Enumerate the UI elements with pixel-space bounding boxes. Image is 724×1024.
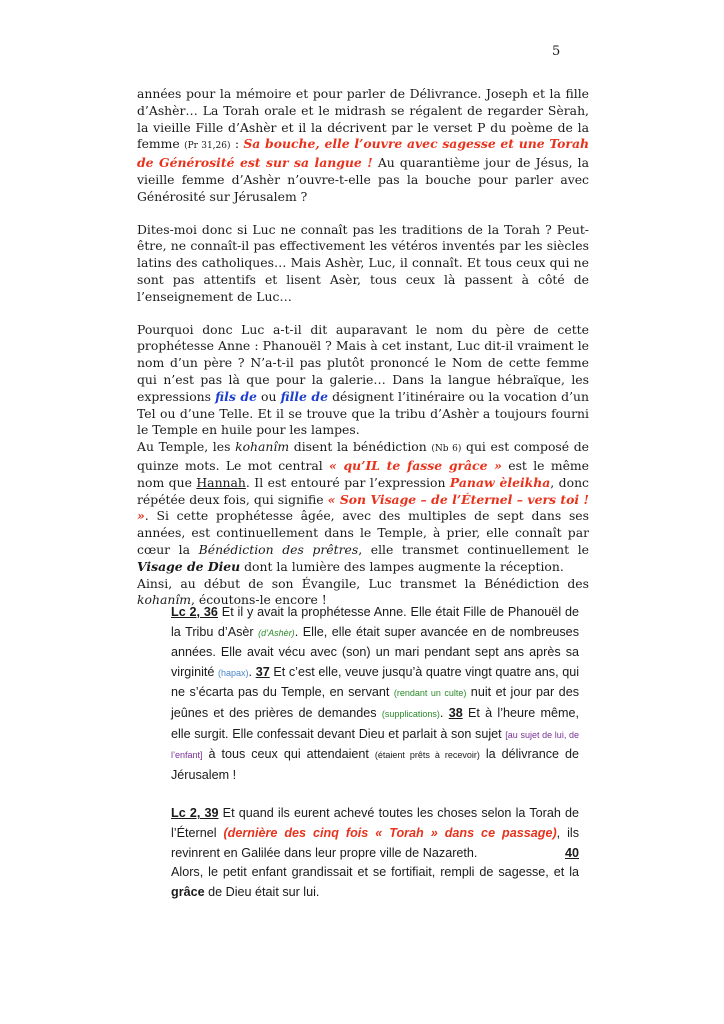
text: , elle transmet continuellement le (358, 541, 590, 557)
text: Et c’est elle, veuve jusqu’à quatre vingt quatre ans, qui ne s’écarta pas du Temple, en servant (171, 664, 580, 700)
text: de Dieu était sur lui. (204, 884, 320, 899)
highlight-quote: Sa bouche, elle l’ouvre avec sagesse et une Torah de Générosité est sur sa langue ! (137, 136, 589, 171)
text: désignent l’itinéraire ou la vocation d’un Tel ou d’une Telle. Et il se trouve que la tribu d’Ashèr a toujours fourni le Temple en huile pour les lampes. (137, 388, 589, 438)
translation-note: [au sujet de lui, de l’enfant] (171, 729, 579, 761)
text: : (230, 136, 244, 152)
text: Et il y avait la prophétesse Anne. Elle était Fille de Phanouël de la Tribu d’Asèr (171, 605, 579, 639)
verse-number: Lc 2, 39 (171, 806, 219, 821)
text: Au quarantième jour de Jésus, la vieille femme d’Ashèr n’ouvre-t-elle pas la bouche pour parler avec Générosité sur Jérusalem ? (137, 155, 589, 204)
italic-term: kohanîm (137, 592, 192, 608)
text: . Elle, elle était super avancée en de nombreuses années. Elle avait vécu avec (son) un mari pendant sept ans après sa virginité (171, 624, 579, 679)
bold-italic-term: Visage de Dieu (137, 558, 241, 574)
gospel-quote (171, 603, 579, 902)
text: nuit et jour par des jeûnes et des prières de demandes (171, 685, 579, 720)
highlight-term: Panaw èleikha (449, 474, 551, 490)
text: Pourquoi donc Luc a-t-il dit auparavant le nom du père de cette prophétesse Anne : Phanouël ? Mais à cet instant, Luc dit-il vraiment le nom d’un père ? N’a-t-il pas plutôt prononcé le Nom de cette femme qui n’est pas là que pour la galerie… Dans la langue hébraïque, les expressions (137, 321, 589, 404)
text: . Il est entouré par l’expression (245, 474, 450, 490)
text: , ils revinrent en Galilée dans leur propre ville de Nazareth. (171, 825, 580, 860)
text: est le même nom que (137, 457, 589, 490)
main-text (137, 86, 589, 609)
paragraph-2: Dites-moi donc si Luc ne connaît pas les traditions de la Torah ? Peut-être, ne connaît-il pas effectivement les vétéros inventés par les siècles latins des catholiques… Mais Ashèr, Luc, il connaît. Et tous ceux qui ne sont pas attentifs et lisent Asèr, tous ceux là passent à côté de l’enseignement de Luc… (137, 221, 589, 304)
translation-note: (rendant un culte) (393, 688, 467, 699)
text: . (248, 664, 256, 679)
text: qui est composé de quinze mots. Le mot central (137, 439, 590, 473)
highlight-quote: « qu’IL te fasse grâce » (329, 457, 502, 473)
translation-note: (d’Ashèr) (258, 627, 295, 638)
text: . Si cette prophétesse âgée, avec des multiples de sept dans ses années, est continuellement dans le Temple, à prier, elle connaît par cœur la (137, 508, 589, 557)
translation-note: (étaient prêts à recevoir) (374, 750, 480, 761)
page-number: 5 (552, 44, 561, 59)
translation-note: (hapax) (218, 667, 249, 678)
text: Et quand ils eurent achevé toutes les choses selon la Torah de l’Éternel (171, 806, 579, 840)
paragraph-4 (137, 439, 589, 575)
verse-reference: (Pr 31,26) (184, 141, 231, 152)
text: ou (256, 388, 281, 404)
text: à tous ceux qui attendaient (202, 747, 375, 762)
text: disent la bénédiction (289, 439, 432, 455)
verse-number: Lc 2, 36 (171, 605, 218, 619)
verse-number: 38 (448, 705, 463, 720)
text: la délivrance de Jérusalem ! (171, 747, 579, 782)
translation-note: (supplications) (381, 708, 440, 719)
text: années pour la mémoire et pour parler de Délivrance. Joseph et la fille d’Ashèr… La Torah orale et le midrash se régalent de regarder Sèrah, la vieille Fille d’Ashèr et il la décrivent par le verset P du poème de la femme (137, 86, 589, 152)
text: Au Temple, les (137, 439, 236, 455)
highlight-term: fils de (215, 388, 257, 404)
paragraph-3 (137, 322, 589, 440)
quote-paragraph-1 (171, 603, 579, 785)
text: , écoutons-le encore ! (191, 592, 327, 608)
bold-term: grâce (171, 884, 205, 899)
text: dont la lumière des lampes augmente la réception. (240, 558, 564, 574)
underlined-term: Hannah (196, 474, 246, 490)
verse-number: 37 (255, 664, 270, 679)
text: Alors, le petit enfant grandissait et se fortifiait, rempli de sagesse, et la (171, 865, 579, 880)
quote-paragraph-2 (171, 804, 579, 902)
highlight-quote: « Son Visage – de l’Éternel – vers toi ! » (137, 491, 589, 524)
translation-note: (dernière des cinq fois « Torah » dans ce passage) (223, 825, 557, 840)
paragraph-1 (137, 86, 589, 206)
text: . (439, 705, 449, 720)
text: , donc répétée deux fois, qui signifie (137, 474, 589, 507)
text: Et à l’heure même, elle surgit. Elle confessait devant Dieu et parlait à son sujet (171, 705, 579, 741)
highlight-term: fille de (280, 388, 328, 404)
verse-number: 40 (564, 845, 579, 860)
italic-term: Bénédiction des prêtres (198, 541, 359, 557)
verse-reference: (Nb 6) (431, 444, 462, 455)
text: Ainsi, au début de son Évangile, Luc transmet la Bénédiction des (137, 575, 589, 591)
italic-term: kohanîm (235, 439, 290, 455)
